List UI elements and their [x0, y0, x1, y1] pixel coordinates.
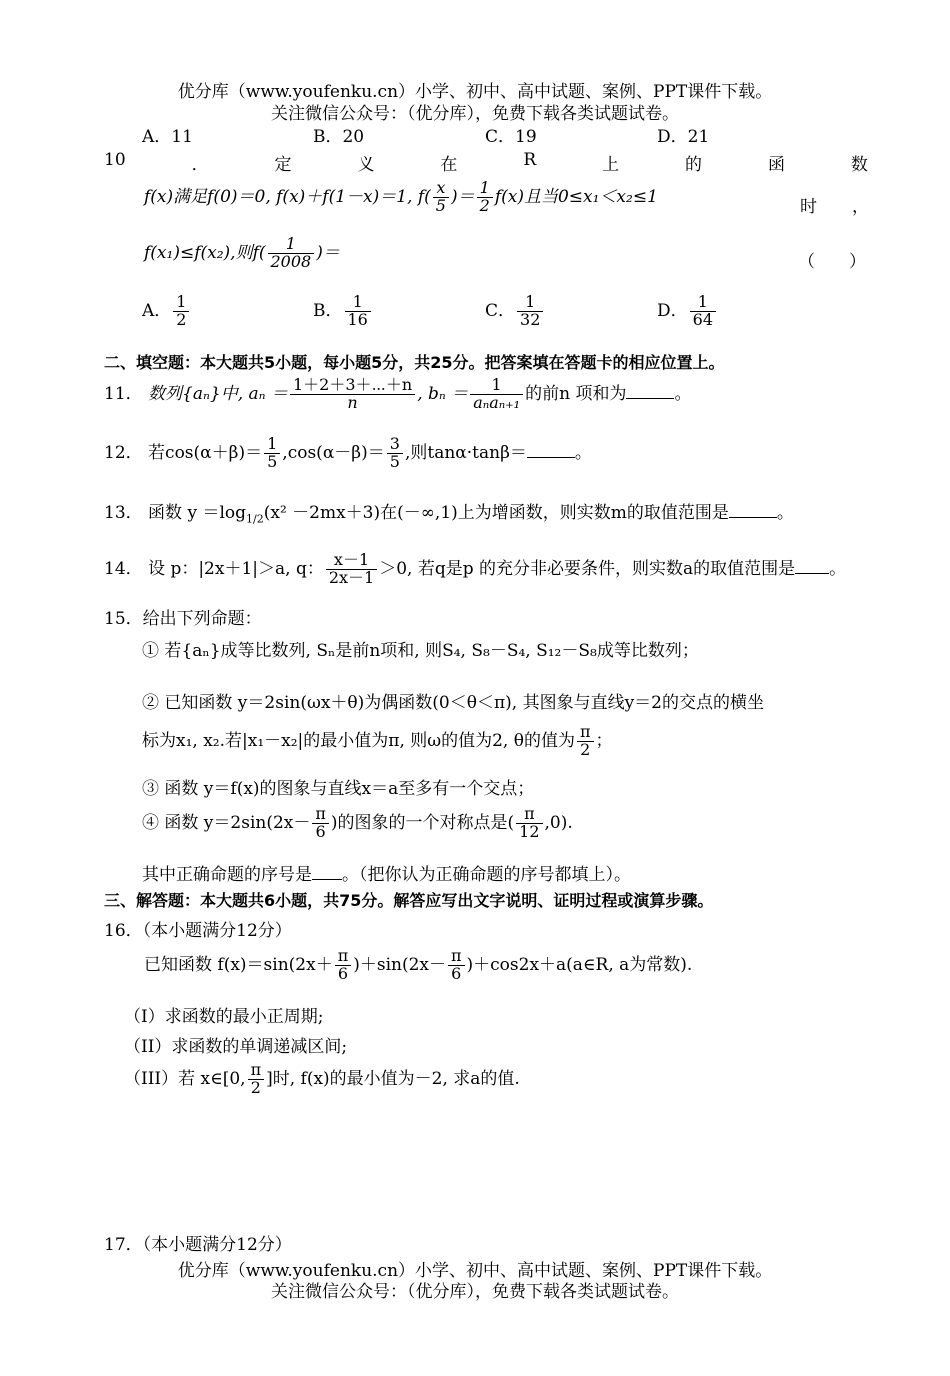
q10-heading: [104, 150, 868, 175]
q12-answer-blank[interactable]: [527, 441, 575, 458]
question-17-heading: 17．（本小题满分12分）: [104, 1235, 292, 1255]
q16-part-2: （II）求函数的单调递减区间;: [124, 1037, 348, 1057]
q10-char: 数: [850, 155, 868, 175]
q16-part-3: （III）若 x∈[0, $\frac{\pi}{2}$ ]时, f(x)的最小值为－2, 求a的值.: [124, 1060, 520, 1097]
q9-option-c: C．19: [485, 127, 537, 147]
q9-option-b: B．20: [313, 127, 365, 147]
footer-line-2: 关注微信公众号：（优分库），免费下载各类试题试卷。: [271, 1282, 679, 1302]
q10-number: 10: [104, 150, 126, 170]
q14-answer-blank[interactable]: [795, 557, 829, 574]
question-11: 11． 数列{aₙ}中, aₙ ＝ $\frac{1+2+3+\cdots+n}{n}$ , bₙ ＝ $\frac{1}{\text{aₙaₙ₊₁}}$ 的前n 项和为 。: [104, 375, 692, 412]
q10-option-b: B． $\frac{1}{16}$: [313, 294, 373, 329]
section-2-title: 二、填空题：本大题共5小题，每小题5分，共25分。把答案填在答题卡的相应位置上。: [104, 353, 725, 372]
q15-item-3: ③ 函数 y＝f(x)的图象与直线x＝a至多有一个交点；: [142, 779, 535, 799]
q9-option-a: A．11: [142, 127, 193, 147]
q16-part-1: （I）求函数的最小正周期;: [124, 1007, 324, 1027]
q10-char: 函: [767, 155, 785, 175]
q10-char: 定: [274, 155, 292, 175]
q9-option-d: D．21: [657, 127, 710, 147]
q15-answer-line: 其中正确命题的序号是 。（把你认为正确命题的序号都填上）。: [142, 865, 631, 885]
q10-char: R: [523, 150, 537, 170]
question-16-heading: 16．（本小题满分12分）: [104, 921, 292, 941]
q15-item-4: ④ 函数 y＝2sin(2x－ $\frac{\pi}{6}$ )的图象的一个对称点是( $\frac{\pi}{12}$ ,0).: [142, 804, 573, 841]
q10-char: 的: [685, 155, 703, 175]
q10-expression: f(x₁)≤f(x₂),则f( $\frac{1}{2008}$ )＝: [144, 234, 340, 271]
section-3-title: 三、解答题：本大题共6小题，共75分。解答应写出文字说明、证明过程或演算步骤。: [104, 891, 714, 910]
question-14: 14． 设 p：|2x＋1|＞a, q： $\frac{x-1}{2x-1}$ ＞0, 若q是p 的充分非必要条件，则实数a的取值范围是 。: [104, 550, 847, 587]
question-12: 12． 若cos(α＋β)＝ $\frac{1}{5}$ ,cos(α－β)＝ $\frac{3}{5}$ ,则tanα·tanβ＝ 。: [104, 434, 592, 471]
q10-comma: ，: [852, 197, 869, 217]
q13-answer-blank[interactable]: [729, 501, 777, 518]
header-line-2: 关注微信公众号：（优分库），免费下载各类试题试卷。: [271, 104, 679, 124]
q10-char: 义: [357, 155, 375, 175]
q16-given: 已知函数 f(x)＝sin(2x＋ $\frac{\pi}{6}$ )＋sin(2x－ $\frac{\pi}{6}$ )＋cos2x＋a(a∈R, a为常数).: [144, 946, 693, 983]
q10-char: ．: [191, 155, 209, 175]
q15-answer-blank[interactable]: [312, 863, 342, 880]
q10-option-a: A． $\frac{1}{2}$: [142, 294, 191, 329]
q10-shi: 时: [800, 197, 817, 217]
q15-item-2b: 标为x₁, x₂.若|x₁－x₂|的最小值为π, 则ω的值为2, θ的值为 $\frac{\pi}{2}$ ；: [142, 722, 613, 759]
q11-answer-blank[interactable]: [626, 382, 674, 399]
q10-char: 上: [602, 155, 620, 175]
q10-option-d: D． $\frac{1}{64}$: [657, 294, 718, 329]
q10-condition: f(x)满足f(0)＝0, f(x)＋f(1－x)＝1, f( $\frac{x}{5}$ )＝ $\frac{1}{2}$ f(x)且当0≤x₁＜x₂≤1: [144, 178, 658, 215]
question-15-intro: 15．给出下列命题：: [104, 609, 262, 629]
q15-item-1: ① 若{aₙ}成等比数列, Sₙ是前n项和, 则S₄, S₈－S₄, S₁₂－S₈成等比数列；: [142, 641, 699, 661]
question-13: 13． 函数 $y =\log_{1/2}(x^2 -2mx+3)$在(－∞,1)上为增函数，则实数m的取值范围是 。: [104, 503, 794, 526]
q10-char: 在: [440, 155, 458, 175]
q15-item-2a: ② 已知函数 y＝2sin(ωx＋θ)为偶函数(0＜θ＜π), 其图象与直线y＝2的交点的横坐: [142, 693, 765, 713]
q10-answer-paren: （ ）: [798, 252, 866, 272]
q10-option-c: C． $\frac{1}{32}$: [485, 294, 545, 329]
header-line-1: 优分库（www.youfenku.cn）小学、初中、高中试题、案例、PPT课件下载。: [177, 82, 773, 102]
footer-line-1: 优分库（www.youfenku.cn）小学、初中、高中试题、案例、PPT课件下载。: [177, 1261, 773, 1281]
